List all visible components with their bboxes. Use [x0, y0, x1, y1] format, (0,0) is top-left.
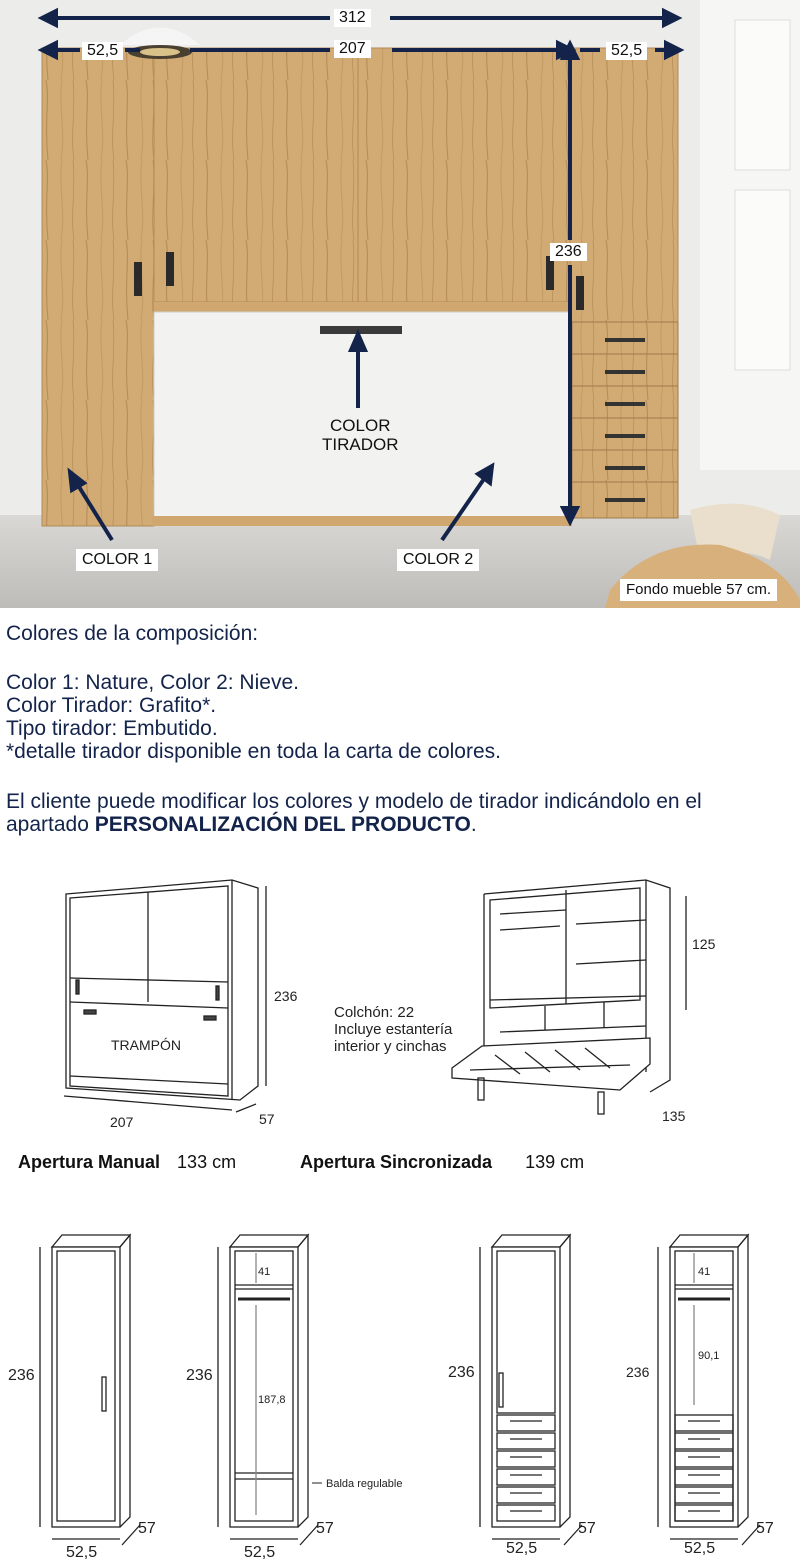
- m1-height: 236: [8, 1367, 35, 1384]
- m4-height: 236: [626, 1364, 650, 1380]
- m2-dim-187: 187,8: [258, 1394, 286, 1406]
- fondo-label: Fondo mueble 57 cm.: [620, 579, 777, 601]
- m2-width: 52,5: [244, 1544, 276, 1559]
- module-door: [40, 1235, 140, 1545]
- apertura-manual-value: 133 cm: [177, 1152, 237, 1172]
- para-suffix: .: [470, 813, 477, 836]
- apertura-row: [18, 1152, 236, 1173]
- note-line-3: interior y cinchas: [334, 1038, 447, 1055]
- balda-label: Balda regulable: [326, 1478, 403, 1490]
- apertura-sync-value: 139 cm: [525, 1152, 585, 1172]
- note-line-1: Colchón: 22: [334, 1004, 415, 1021]
- module-door-drawers: [480, 1235, 582, 1545]
- dim-height: 236: [550, 243, 587, 261]
- drawers: [572, 322, 678, 518]
- label-line: COLOR: [330, 416, 391, 435]
- open-depth: 135: [662, 1108, 686, 1124]
- module-rail-drawers: [658, 1235, 760, 1545]
- furniture-scene: [0, 0, 800, 608]
- dim-center: 207: [334, 40, 371, 58]
- dim-total: 312: [334, 9, 371, 27]
- open-bed-drawing: [452, 880, 686, 1114]
- m3-depth: 57: [578, 1520, 596, 1537]
- m2-depth: 57: [316, 1520, 334, 1537]
- trampon-label: TRAMPÓN: [111, 1037, 181, 1053]
- open-height: 125: [692, 936, 716, 952]
- closed-height: 236: [274, 988, 298, 1004]
- m2-height: 236: [186, 1367, 213, 1384]
- product-photo: [0, 0, 800, 608]
- personalization-link: PERSONALIZACIÓN DEL PRODUCTO: [94, 813, 471, 836]
- m4-dim-90: 90,1: [698, 1350, 720, 1362]
- m4-depth: 57: [756, 1520, 774, 1537]
- m1-depth: 57: [138, 1520, 156, 1537]
- m2-dim-41: 41: [258, 1266, 271, 1278]
- color-line-4: *detalle tirador disponible en toda la carta de colores.: [6, 740, 501, 763]
- closed-width: 207: [110, 1114, 134, 1130]
- m3-height: 236: [448, 1364, 475, 1381]
- dim-left: 52,5: [82, 42, 123, 60]
- label-color2: COLOR 2: [397, 549, 479, 571]
- label-line: TIRADOR: [322, 435, 399, 454]
- color-line-1: Color 1: Nature, Color 2: Nieve.: [6, 671, 299, 694]
- closed-bed-drawing: [64, 880, 266, 1112]
- colors-title: Colores de la composición:: [6, 622, 259, 645]
- para-prefix: apartado: [6, 813, 95, 836]
- m3-width: 52,5: [506, 1540, 538, 1557]
- m4-width: 52,5: [684, 1540, 716, 1557]
- color-line-3: Tipo tirador: Embutido.: [6, 717, 218, 740]
- m1-width: 52,5: [66, 1544, 98, 1559]
- m4-dim-41: 41: [698, 1266, 711, 1278]
- label-color1: COLOR 1: [76, 549, 158, 571]
- module-diagrams: [0, 1225, 800, 1559]
- bed-diagrams: [0, 860, 800, 1150]
- closed-depth: 57: [259, 1111, 275, 1127]
- dim-right: 52,5: [606, 42, 647, 60]
- apertura-manual-label: Apertura Manual: [18, 1152, 161, 1172]
- label-color-tirador: [322, 416, 399, 454]
- apertura-sync-label: Apertura Sincronizada: [300, 1152, 493, 1172]
- para-line-1: El cliente puede modificar los colores y modelo de tirador indicándolo en el: [6, 790, 702, 813]
- para-line-2: [6, 813, 477, 836]
- apertura-sync-row: [300, 1152, 584, 1173]
- note-line-2: Incluye estantería: [334, 1021, 453, 1038]
- module-interior-rail: [218, 1235, 322, 1545]
- color-line-2: Color Tirador: Grafito*.: [6, 694, 217, 717]
